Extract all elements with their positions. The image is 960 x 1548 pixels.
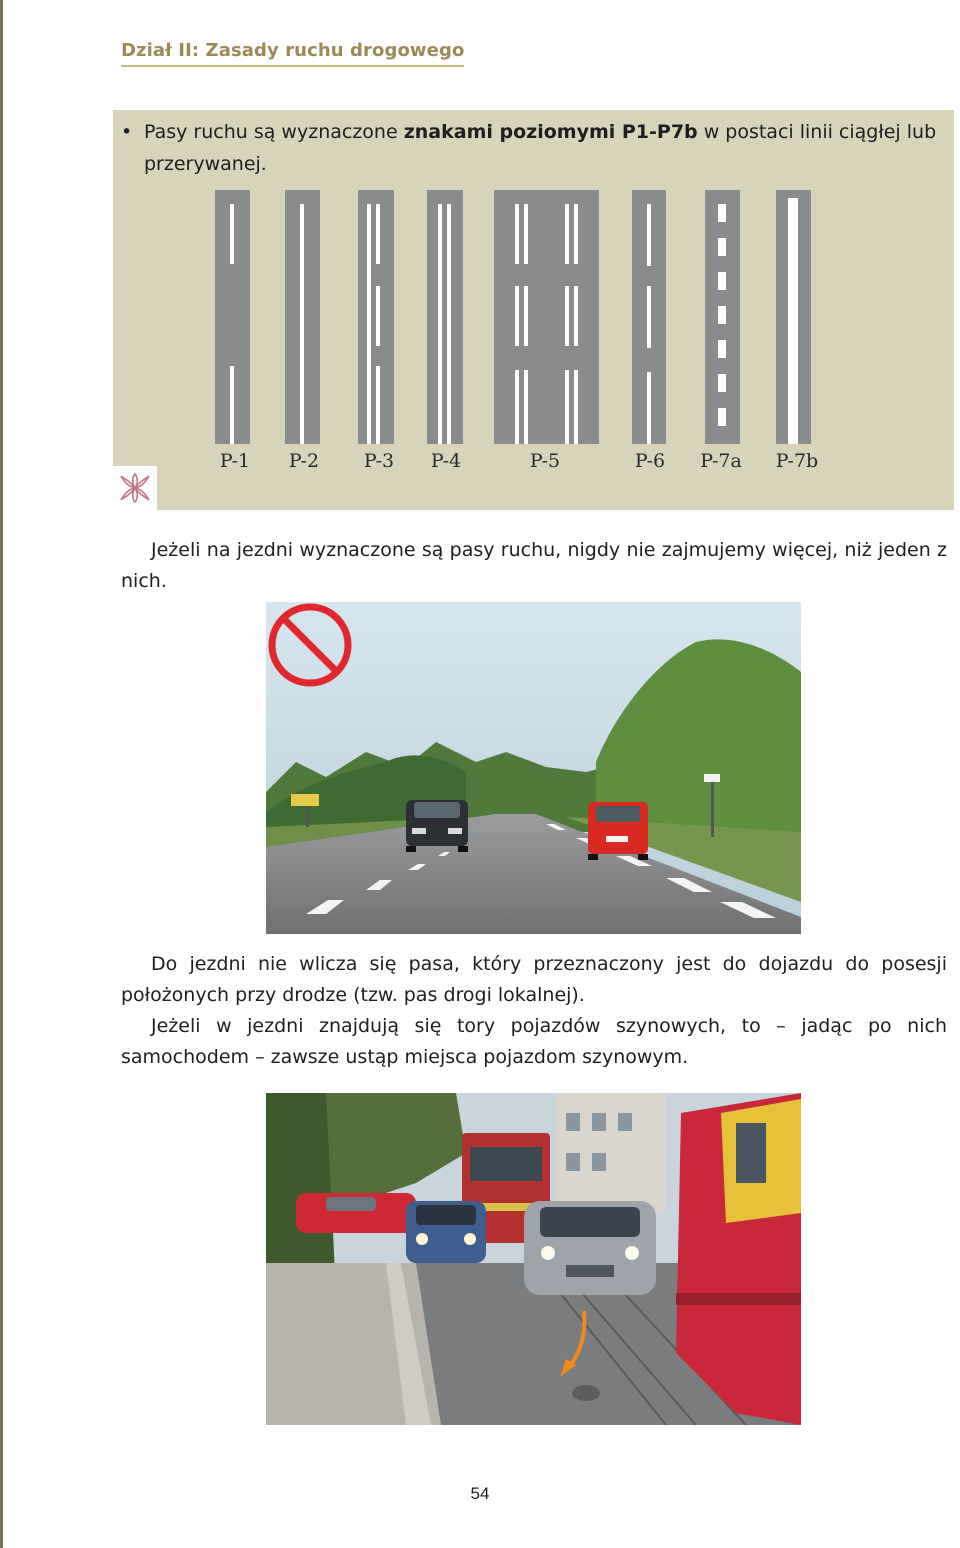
marking-label-p5: P-5 (529, 450, 561, 472)
page-number: 54 (470, 1484, 490, 1503)
marking-label-p2: P-2 (288, 450, 320, 472)
paragraph-one-lane: Jeżeli na jezdni wyznaczone są pasy ruchu, nigdy nie zajmujemy więcej, niż jeden z nich. (121, 539, 947, 592)
turn-arrow-icon (556, 1307, 596, 1391)
section-header: Dział II: Zasady ruchu drogowego (121, 40, 464, 67)
marking-p2 (285, 190, 320, 444)
bullet-text (121, 116, 951, 180)
marking-p7b (776, 190, 811, 444)
marking-p4 (427, 190, 463, 444)
marking-p3 (358, 190, 394, 444)
prohibition-sign-icon (266, 602, 354, 694)
paragraph-local-lane: Do jezdni nie wlicza się pasa, który przeznaczony jest do dojazdu do posesji położonych przy drodze (tzw. pas drogi lokalnej). (121, 953, 947, 1006)
marking-p1 (215, 190, 250, 444)
marking-label-p1: P-1 (219, 450, 251, 472)
tram-street-photo (266, 1093, 801, 1425)
marking-label-p3: P-3 (363, 450, 395, 472)
marking-p6 (632, 190, 666, 444)
marking-p7a (705, 190, 740, 444)
marking-label-p7a: P-7a (700, 450, 742, 472)
marking-label-p7b: P-7b (775, 450, 819, 472)
bullet-text-end: w postaci linii ciągłej lub przerywanej. (144, 121, 937, 175)
bullet-text-start: Pasy ruchu są wyznaczone (144, 121, 404, 143)
marking-label-p6: P-6 (634, 450, 666, 472)
flower-ornament-icon (113, 466, 157, 510)
paragraph-tram-tracks: Jeżeli w jezdni znajdują się tory pojazdów szynowych, to – jadąc po nich samochodem – zawsze ustąp miejsca pojazdom szynowym. (121, 1015, 947, 1068)
marking-label-p4: P-4 (430, 450, 462, 472)
info-box (113, 110, 954, 510)
bullet-dot: • (121, 121, 133, 143)
marking-p5 (494, 190, 599, 444)
page-edge-rule (0, 0, 3, 1548)
bullet-text-bold: znakami poziomymi P1-P7b (403, 121, 698, 143)
road-photo (266, 602, 801, 934)
bullet-paragraph (121, 116, 951, 180)
